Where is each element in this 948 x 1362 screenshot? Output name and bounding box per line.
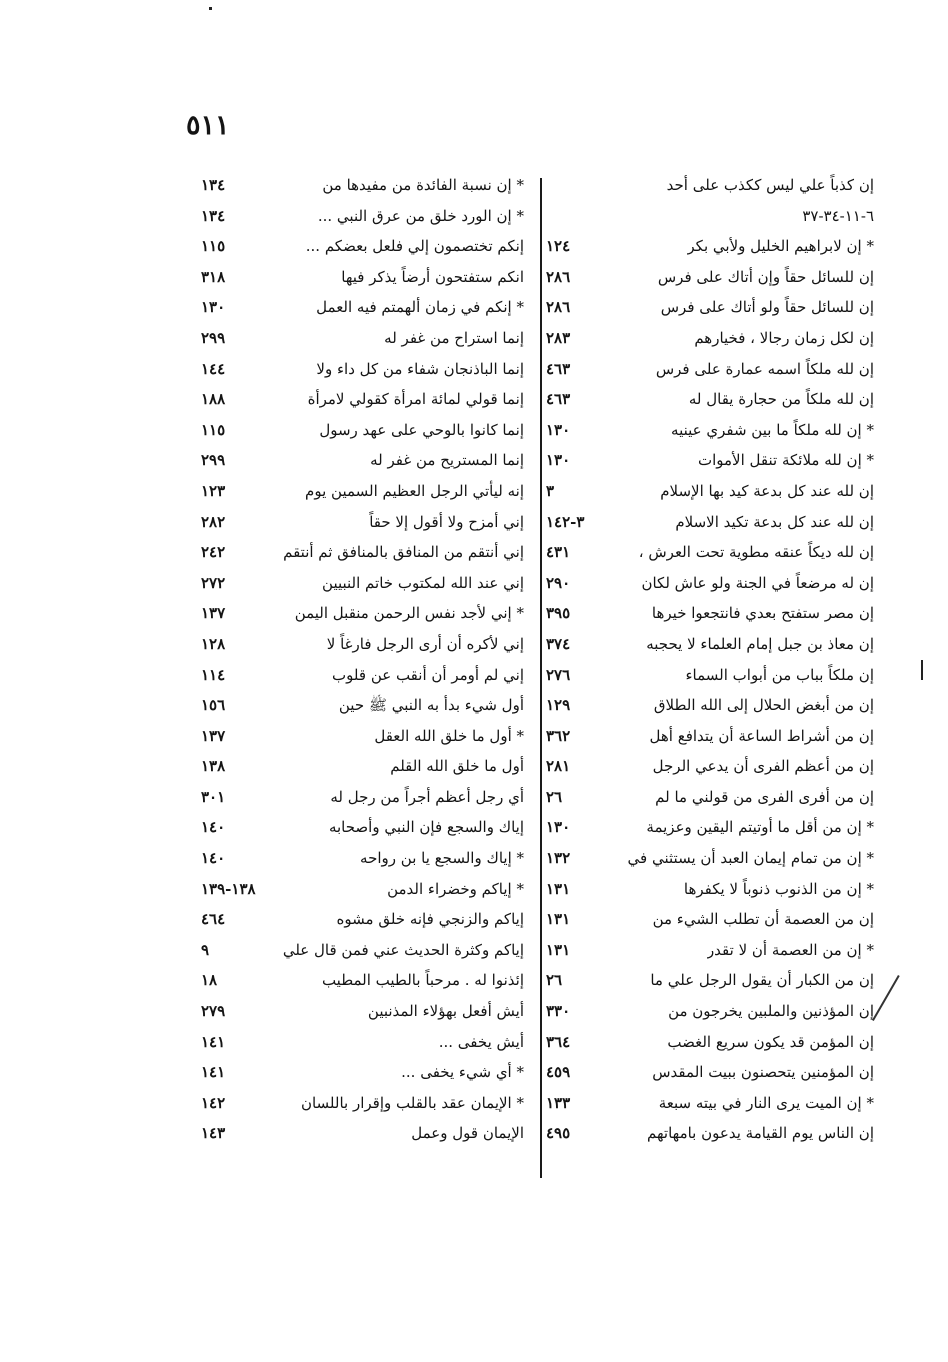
index-column-left (199, 170, 524, 1149)
index-entry (199, 1027, 524, 1058)
index-entry (544, 965, 874, 996)
entry-text: إن لله ملكاً من حجارة يقال له (688, 390, 874, 409)
entry-page-number (544, 170, 546, 201)
index-entry (199, 904, 524, 935)
index-entry (199, 598, 524, 629)
index-entry (544, 1118, 874, 1149)
entry-text: إن لله عند كل بدعة كيد بها الإسلام (660, 481, 874, 500)
entry-page-number: ١٢٨ (201, 634, 226, 653)
entry-page-number: ١٣٠ (546, 818, 571, 837)
entry-page-number: ١٨ (201, 971, 218, 990)
entry-text: إنما استراح من غفر له (384, 328, 524, 347)
entry-text: إنكم تختصمون إلي فلعل بعضكم ... (305, 237, 524, 256)
entry-text: * إن من تمام إيمان العبد أن يستثني في (627, 849, 874, 868)
entry-text: * الإيمان عقد بالقلب وإقرار باللسان (300, 1093, 524, 1112)
entry-page-number: ١٣٧ (201, 726, 226, 745)
index-entry (199, 812, 524, 843)
entry-text: إني لم أومر أن أنقب عن قلوب (332, 665, 524, 684)
entry-page-number: ١٣٢ (546, 849, 571, 868)
entry-text: الإيمان قول وعمل (411, 1124, 524, 1143)
entry-page-number: ١٣١ (546, 879, 571, 898)
entry-text: إن من أفرى الفرى من قولني ما لم (655, 787, 874, 806)
index-entry (199, 262, 524, 293)
entry-text: أيش يخفى ... (438, 1032, 524, 1051)
entry-page-number: ٢٨٦ (546, 298, 571, 317)
entry-page-number: ١٤٢ (201, 1093, 226, 1112)
entry-text: * إنكم في زمان ألهمتم فيه العمل (316, 298, 524, 317)
entry-page-number: ٢٩٠ (546, 573, 571, 592)
entry-text: أي رجل أعظم أجراً من رجل له (330, 787, 524, 806)
entry-text: إن كذباً علي ليس ككذب على أحد (666, 176, 874, 194)
entry-page-number: ٣٣٠ (546, 1002, 571, 1021)
index-entry (199, 996, 524, 1027)
entry-page-number: ٢٨١ (546, 757, 571, 776)
index-entry (544, 812, 874, 843)
entry-page-number: ١٨٨ (201, 390, 226, 409)
entry-text: * إن لله ملائكة تنقل الأموات (697, 451, 874, 470)
entry-page-number: ١٣٨-١٣٩ (201, 879, 256, 898)
entry-page-number: ١٢٩ (546, 696, 571, 715)
entry-page-number: ٢٤٢ (201, 543, 226, 562)
entry-page-number: ٢٧٦ (546, 665, 571, 684)
entry-page-number: ١٣٤ (201, 206, 226, 225)
entry-page-number: ٣٧٤ (546, 634, 571, 653)
index-column-right (544, 170, 874, 1149)
column-divider (540, 178, 542, 1178)
entry-page-number: ١٤٤ (201, 359, 226, 378)
entry-text: إنه ليأتي الرجل العظيم السمين يوم (305, 481, 524, 500)
entry-text: ٦-١١-٣٤-٣٧ (802, 206, 874, 225)
index-entry (544, 170, 874, 201)
index-entry (544, 751, 874, 782)
index-entry (544, 660, 874, 691)
entry-page-number: ٢٦ (546, 787, 563, 806)
entry-text: إن لله ملكاً اسمه عمارة على فرس (655, 359, 874, 378)
entry-text: * إن الورد خلق من عرق النبي ... (317, 206, 524, 225)
index-entry (199, 231, 524, 262)
index-entry (199, 537, 524, 568)
entry-page-number: ١٤١ (201, 1063, 226, 1082)
entry-page-number: ٢٩٩ (201, 451, 226, 470)
index-entry (544, 598, 874, 629)
index-entry (544, 1088, 874, 1119)
entry-text: * إن نسبة الفائدة من مفيدها من (322, 176, 524, 194)
index-entry (199, 843, 524, 874)
pen-stroke (872, 975, 899, 1021)
ink-speck (921, 660, 923, 680)
index-entry (544, 629, 874, 660)
index-entry (199, 690, 524, 721)
index-entry (544, 996, 874, 1027)
index-entry (544, 262, 874, 293)
entry-page-number: ٢٨٢ (201, 512, 226, 531)
entry-page-number: ٢٧٩ (201, 1002, 226, 1021)
entry-page-number: ٣٠١ (201, 787, 226, 806)
entry-text: إني أنتقم من المنافق بالمنافق ثم أنتقم (283, 543, 524, 562)
index-entry (199, 1118, 524, 1149)
entry-text: إنما كانوا بالوحي على عهد رسول (319, 420, 524, 439)
entry-text: إئذنوا له . مرحباً بالطيب المطيب (321, 971, 524, 990)
entry-text: إن لله ديكاً عنقه مطوية تحت العرش ، (638, 543, 874, 562)
entry-text: أول ما خلق الله القلم (390, 757, 524, 776)
entry-text: إن المؤمنين يتحصنون ببيت المقدس (652, 1063, 874, 1082)
index-entry (544, 537, 874, 568)
index-entry (544, 568, 874, 599)
entry-text: إن من أشراط الساعة أن يتدافع أهل (649, 726, 874, 745)
index-entry (199, 323, 524, 354)
entry-text: إن ملكاً بباب من أبواب السماء (685, 665, 874, 684)
index-entry (544, 1057, 874, 1088)
entry-text: * إن الميت يرى النار في بيته سبعة (658, 1093, 874, 1112)
index-entry (199, 445, 524, 476)
entry-text: إن من أبغض الحلال إلى الله الطلاق (653, 696, 874, 715)
entry-page-number: ١٢٣ (201, 481, 226, 500)
entry-page-number: ٣٦٢ (546, 726, 571, 745)
index-entry (544, 843, 874, 874)
entry-page-number: ١١٥ (201, 237, 226, 256)
entry-page-number: ٣-١٤٢ (546, 512, 585, 531)
entry-page-number: ١٣٤ (201, 176, 226, 194)
entry-page-number: ١١٤ (201, 665, 226, 684)
entry-text: انكم ستفتحون أرضاً يذكر فيها (341, 267, 524, 286)
index-entry (199, 874, 524, 905)
entry-text: إني لأكره أن أرى الرجل فارغاً لا (326, 634, 524, 653)
entry-text: * إن من أقل ما أوتيتم اليقين وعزيمة (646, 818, 874, 837)
entry-text: إن لله عند كل بدعة تكيد الاسلام (675, 512, 874, 531)
entry-text: إياكم وكثرة الحديث عني فمن قال علي (282, 940, 524, 959)
index-entry (199, 660, 524, 691)
entry-page-number: ٢٨٣ (546, 328, 571, 347)
entry-page-number: ٢٨٦ (546, 267, 571, 286)
entry-page-number: ٣٩٥ (546, 604, 571, 623)
index-entry (199, 935, 524, 966)
entry-page-number: ١٤٠ (201, 818, 226, 837)
index-entry (199, 782, 524, 813)
index-entry (199, 721, 524, 752)
entry-text: إن الناس يوم القيامة يدعون بامهاتهم (647, 1124, 874, 1143)
entry-text: إن له مرضعاً في الجنة ولو عاش لكان (641, 573, 874, 592)
entry-page-number: ٤٩٥ (546, 1124, 571, 1143)
entry-text: إني عند الله لمكتوب خاتم النبيين (322, 573, 524, 592)
entry-page-number: ١٣٣ (546, 1093, 571, 1112)
entry-page-number: ١٤٠ (201, 849, 226, 868)
entry-page-number: ٣٦٤ (546, 1032, 571, 1051)
index-entry (199, 507, 524, 538)
index-entry (199, 1057, 524, 1088)
index-entry (199, 354, 524, 385)
entry-text: إن المؤمن قد يكون سريع الغضب (667, 1032, 874, 1051)
index-entry (199, 629, 524, 660)
index-entry (199, 476, 524, 507)
entry-page-number: ٢٩٩ (201, 328, 226, 347)
index-entry (544, 292, 874, 323)
index-entry (199, 568, 524, 599)
entry-text: إن من أعظم الفرى أن يدعي الرجل (652, 757, 874, 776)
entry-text: * أي شيء يخفى ... (401, 1063, 524, 1082)
entry-page-number: ٤٦٤ (201, 910, 226, 929)
entry-text: إياك والسجع فإن النبي وأصحابه (328, 818, 524, 837)
index-entry (199, 170, 524, 201)
entry-text: إن من الكبار أن يقول الرجل علي ما (650, 971, 874, 990)
entry-page-number: ١٢٤ (546, 237, 571, 256)
entry-text: إني أمزح ولا أقول إلا حقاً (369, 512, 524, 531)
entry-page-number: ١٣٨ (201, 757, 226, 776)
entry-page-number: ٣١٨ (201, 267, 226, 286)
entry-page-number: ١٣٠ (546, 451, 571, 470)
entry-text: * إن من الذنوب ذنوباً لا يكفرها (683, 879, 874, 898)
index-entry (544, 445, 874, 476)
entry-text: * إياكم وخضراء الدمن (387, 879, 524, 898)
entry-text: * أول ما خلق الله العقل (374, 726, 524, 745)
entry-page-number: ١٤١ (201, 1032, 226, 1051)
entry-page-number (544, 201, 546, 232)
index-entry (199, 201, 524, 232)
index-entry (199, 292, 524, 323)
index-entry (199, 1088, 524, 1119)
index-entry (544, 201, 874, 232)
entry-text: * إياك والسجع يا بن رواحه (360, 849, 524, 868)
index-entry (544, 415, 874, 446)
entry-text: إن المؤذنين والملبين يخرجون من (668, 1002, 874, 1021)
index-entry (544, 476, 874, 507)
index-entry (544, 690, 874, 721)
entry-text: إن للسائل حقاً وإن أتاك على فرس (657, 267, 874, 286)
entry-text: * إن لله ملكاً ما بين شفري عينيه (671, 420, 874, 439)
entry-text: إياكم والزنجي فإنه خلق مشوه (336, 910, 524, 929)
entry-text: إن لكل زمان رجالا ، فخيارهم (694, 328, 874, 347)
entry-page-number: ١٣٧ (201, 604, 226, 623)
entry-text: * إن لابراهيم الخليل ولأبي بكر (687, 237, 874, 256)
entry-text: إنما الباذنجان شفاء من كل داء ولا (316, 359, 524, 378)
index-entry (544, 231, 874, 262)
entry-page-number: ١٣١ (546, 940, 571, 959)
index-entry (544, 384, 874, 415)
index-entry (199, 751, 524, 782)
entry-page-number: ٢٦ (546, 971, 563, 990)
entry-page-number: ٣ (546, 481, 555, 500)
index-entry (544, 323, 874, 354)
index-entry (544, 507, 874, 538)
index-entry (544, 935, 874, 966)
entry-text: * إن من العصمة أن لا تقدر (706, 940, 874, 959)
entry-page-number: ٩ (201, 940, 210, 959)
entry-page-number: ٤٣١ (546, 543, 571, 562)
page-number: ٥١١ (186, 110, 230, 141)
index-entry (544, 1027, 874, 1058)
entry-page-number: ١٣١ (546, 910, 571, 929)
index-entry (544, 354, 874, 385)
entry-page-number: ١٥٦ (201, 696, 226, 715)
entry-page-number: ١١٥ (201, 420, 226, 439)
entry-text: * إني لأجد نفس الرحمن منقبل اليمن (294, 604, 524, 623)
entry-page-number: ١٤٣ (201, 1124, 226, 1143)
index-entry (199, 965, 524, 996)
entry-page-number: ٢٧٢ (201, 573, 226, 592)
entry-text: إن معاذ بن جبل إمام العلماء لا يحجبه (646, 634, 874, 653)
entry-text: أيش أفعل بهؤلاء المذنبين (367, 1002, 524, 1021)
index-entry (199, 384, 524, 415)
index-entry (544, 721, 874, 752)
index-entry (544, 874, 874, 905)
entry-text: أول شيء بدأ به النبي ﷺ حين (338, 696, 524, 715)
entry-page-number: ١٣٠ (201, 298, 226, 317)
index-entry (544, 782, 874, 813)
entry-page-number: ٤٦٣ (546, 390, 571, 409)
index-entry (544, 904, 874, 935)
entry-page-number: ٤٥٩ (546, 1063, 571, 1082)
entry-page-number: ٤٦٣ (546, 359, 571, 378)
index-entry (199, 415, 524, 446)
ink-speck (209, 7, 212, 10)
entry-text: إنما المستريح من غفر له (370, 451, 524, 470)
entry-text: إنما قولي لمائة امرأة كقولي لامرأة (307, 390, 524, 409)
entry-text: إن من العصمة أن تطلب الشيء من (652, 910, 874, 929)
entry-page-number: ١٣٠ (546, 420, 571, 439)
entry-text: إن للسائل حقاً ولو أتاك على فرس (660, 298, 874, 317)
entry-text: إن مصر ستفتح بعدي فانتجعوا خيرها (651, 604, 874, 623)
